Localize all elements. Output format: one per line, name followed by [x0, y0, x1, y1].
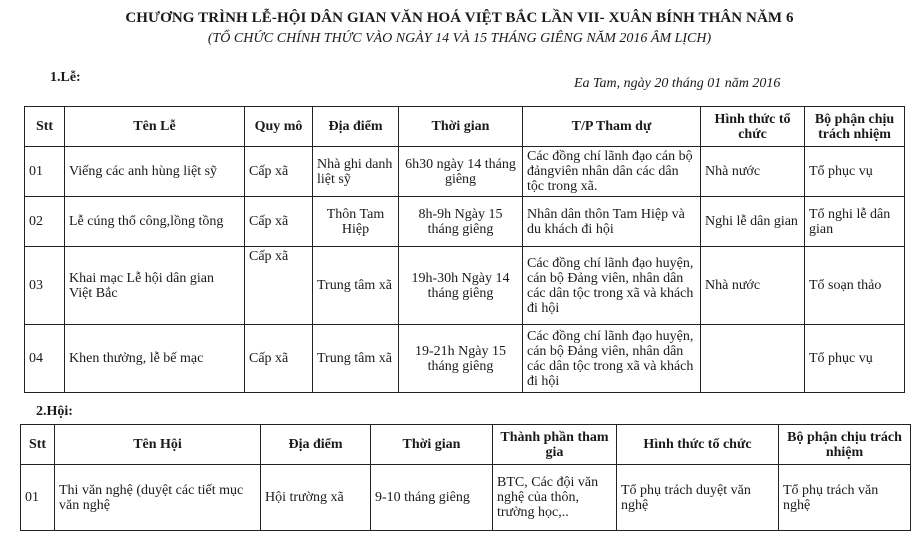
le-table [24, 106, 905, 393]
cell-ten-le: Khen thưởng, lễ bế mạc [65, 325, 245, 393]
table-row [25, 247, 905, 325]
cell-ten-le: Viếng các anh hùng liệt sỹ [65, 147, 245, 197]
col-header-tham-du: T/P Tham dự [523, 107, 701, 147]
cell-dia-diem: Hội trường xã [261, 465, 371, 531]
section-title-le: 1.Lễ: [50, 70, 81, 85]
table-row [25, 325, 905, 393]
cell-thoi-gian: 8h-9h Ngày 15 tháng giêng [399, 197, 523, 247]
cell-stt: 01 [21, 465, 55, 531]
cell-bo-phan: Tổ nghi lễ dân gian [805, 197, 905, 247]
document-title: CHƯƠNG TRÌNH LỄ-HỘI DÂN GIAN VĂN HOÁ VIỆT BẮC LẦN VII- XUÂN BÍNH THÂN NĂM 6 [125, 10, 794, 26]
le-header-row [25, 107, 905, 147]
cell-stt: 02 [25, 197, 65, 247]
cell-dia-diem: Thôn Tam Hiệp [313, 197, 399, 247]
cell-thoi-gian: 19h-30h Ngày 14 tháng giêng [399, 247, 523, 325]
section-title-hoi: 2.Hội: [36, 404, 73, 419]
table-row [25, 147, 905, 197]
cell-quy-mo: Cấp xã [245, 325, 313, 393]
cell-thanh-phan: BTC, Các đội văn nghệ của thôn, trường học,.. [493, 465, 617, 531]
col-header-bo-phan: Bộ phận chịu trách nhiệm [779, 425, 911, 465]
cell-thoi-gian: 6h30 ngày 14 tháng giêng [399, 147, 523, 197]
col-header-hinh-thuc: Hình thức tổ chức [617, 425, 779, 465]
col-header-dia-diem: Địa điểm [313, 107, 399, 147]
col-header-stt: Stt [25, 107, 65, 147]
col-header-bo-phan: Bộ phận chịu trách nhiệm [805, 107, 905, 147]
col-header-stt: Stt [21, 425, 55, 465]
cell-ten-le: Lễ cúng thổ công,lồng tồng [65, 197, 245, 247]
cell-stt: 03 [25, 247, 65, 325]
cell-hinh-thuc: Nhà nước [701, 247, 805, 325]
place-date: Ea Tam, ngày 20 tháng 01 năm 2016 [574, 76, 781, 91]
col-header-dia-diem: Địa điểm [261, 425, 371, 465]
col-header-thanh-phan: Thành phần tham gia [493, 425, 617, 465]
document-subtitle: (TỔ CHỨC CHÍNH THỨC VÀO NGÀY 14 VÀ 15 THÁNG GIÊNG NĂM 2016 ÂM LỊCH) [207, 31, 712, 46]
cell-stt: 04 [25, 325, 65, 393]
cell-tham-du: Các đồng chí lãnh đạo huyện, cán bộ Đảng viên, nhân dân các dân tộc trong xã và khách đi hội [523, 325, 701, 393]
cell-quy-mo: Cấp xã [245, 247, 313, 325]
col-header-hinh-thuc: Hình thức tổ chức [701, 107, 805, 147]
cell-hinh-thuc [701, 325, 805, 393]
cell-bo-phan: Tổ phục vụ [805, 147, 905, 197]
cell-hinh-thuc: Nhà nước [701, 147, 805, 197]
cell-bo-phan: Tổ soạn thảo [805, 247, 905, 325]
cell-bo-phan: Tổ phục vụ [805, 325, 905, 393]
cell-stt: 01 [25, 147, 65, 197]
cell-thoi-gian: 19-21h Ngày 15 tháng giêng [399, 325, 523, 393]
cell-tham-du: Các đồng chí lãnh đạo cán bộ đảngviên nhân dân các dân tộc trong xã. [523, 147, 701, 197]
cell-tham-du: Các đồng chí lãnh đạo huyện, cán bộ Đảng viên, nhân dân các dân tộc trong xã và khách đi hội [523, 247, 701, 325]
cell-tham-du: Nhân dân thôn Tam Hiệp và du khách đi hội [523, 197, 701, 247]
cell-dia-diem: Nhà ghi danh liệt sỹ [313, 147, 399, 197]
col-header-ten-hoi: Tên Hội [55, 425, 261, 465]
cell-dia-diem: Trung tâm xã [313, 247, 399, 325]
table-row [21, 465, 911, 531]
cell-hinh-thuc: Nghi lễ dân gian [701, 197, 805, 247]
cell-quy-mo: Cấp xã [245, 147, 313, 197]
cell-dia-diem: Trung tâm xã [313, 325, 399, 393]
cell-ten-le: Khai mạc Lễ hội dân gian Việt Bắc [65, 247, 245, 325]
cell-ten-hoi: Thi văn nghệ (duyệt các tiết mục văn nghệ [55, 465, 261, 531]
hoi-header-row [21, 425, 911, 465]
col-header-quy-mo: Quy mô [245, 107, 313, 147]
hoi-table [20, 424, 911, 531]
col-header-thoi-gian: Thời gian [371, 425, 493, 465]
cell-quy-mo: Cấp xã [245, 197, 313, 247]
cell-bo-phan: Tổ phụ trách văn nghệ [779, 465, 911, 531]
col-header-thoi-gian: Thời gian [399, 107, 523, 147]
cell-hinh-thuc: Tổ phụ trách duyệt văn nghệ [617, 465, 779, 531]
cell-thoi-gian: 9-10 tháng giêng [371, 465, 493, 531]
table-row [25, 197, 905, 247]
col-header-ten-le: Tên Lễ [65, 107, 245, 147]
